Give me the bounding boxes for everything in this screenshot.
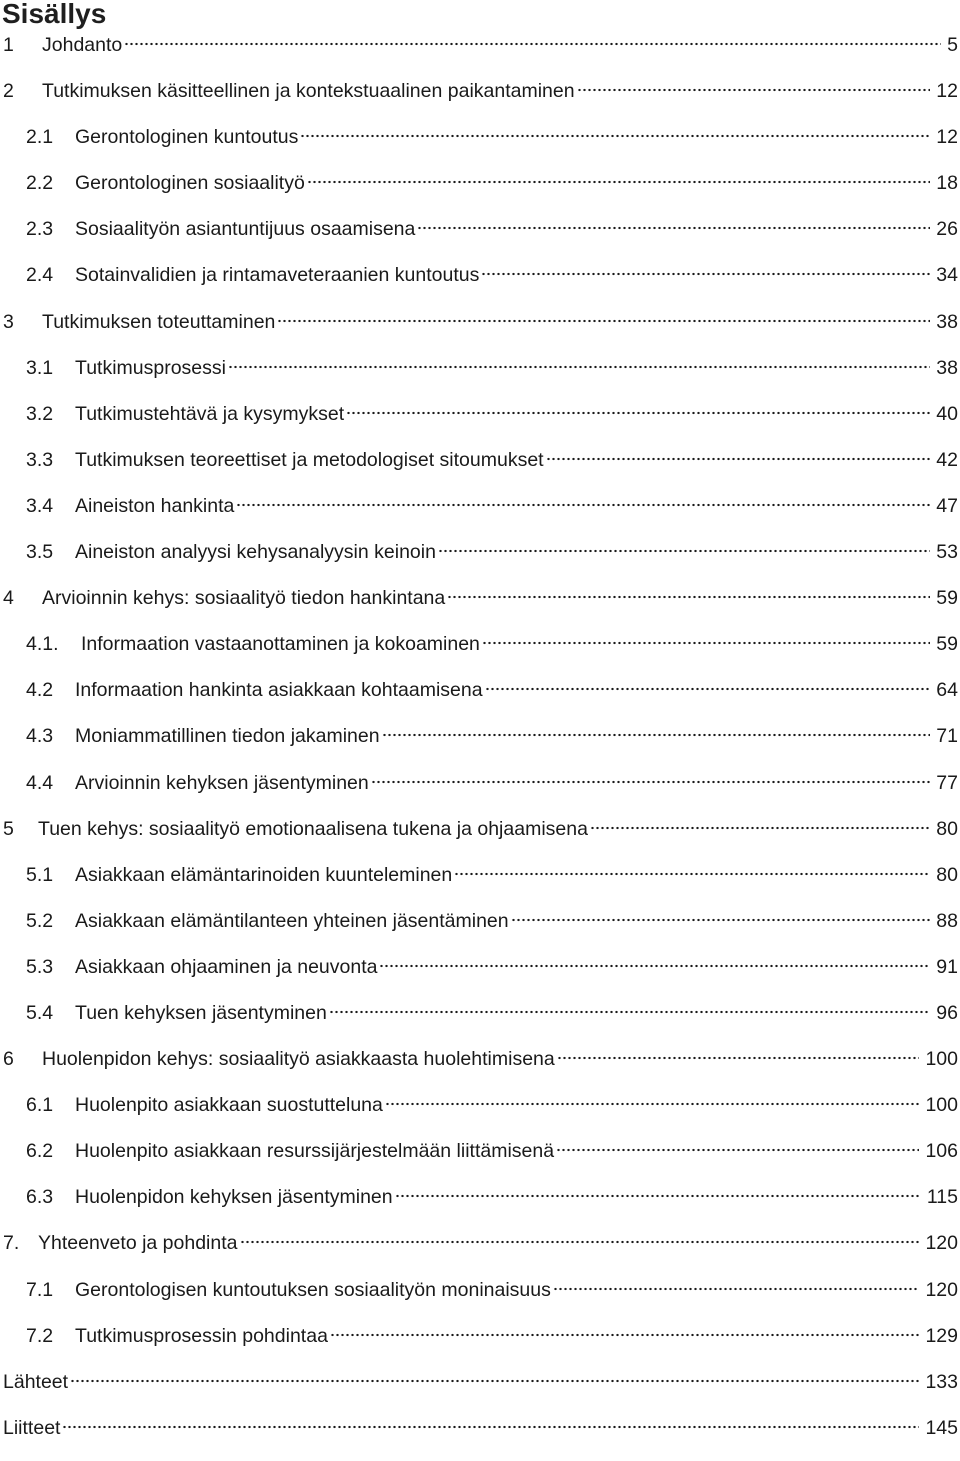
toc-entry[interactable] <box>0 631 958 677</box>
toc-entry-title: Arvioinnin kehys: sosiaalityö tiedon hankintana <box>42 587 446 610</box>
toc-entry-title: Tutkimuksen käsitteellinen ja kontekstuaalinen paikantaminen <box>42 80 575 103</box>
toc-entry-number: 2.3 <box>26 218 54 241</box>
toc-entry[interactable] <box>0 1184 958 1230</box>
toc-entry-title: Informaation hankinta asiakkaan kohtaamisena <box>75 679 483 702</box>
table-of-contents <box>0 32 958 1461</box>
toc-entry-title: Johdanto <box>42 34 123 56</box>
toc-dot-leader <box>590 826 930 830</box>
toc-entry-page: 145 <box>925 1416 958 1439</box>
toc-dot-leader <box>395 1194 921 1198</box>
toc-entry-title: Liitteet <box>3 1416 61 1439</box>
toc-entry-title: Aineiston hankinta <box>75 494 235 517</box>
toc-dot-leader <box>556 1148 919 1152</box>
toc-entry-page: 80 <box>936 817 958 840</box>
toc-dot-leader <box>577 88 931 92</box>
toc-entry-title: Asiakkaan elämäntarinoiden kuunteleminen <box>75 863 453 886</box>
toc-entry-title: Tuen kehyksen jäsentyminen <box>75 1001 327 1024</box>
toc-entry-number: 6.2 <box>26 1140 54 1163</box>
toc-dot-leader <box>346 411 930 415</box>
toc-entry-page: 18 <box>936 172 958 195</box>
toc-entry-title: Huolenpidon kehyksen jäsentyminen <box>75 1186 393 1209</box>
toc-entry-number: 4.3 <box>26 725 54 748</box>
toc-dot-leader <box>240 1240 920 1244</box>
toc-dot-leader <box>481 272 930 276</box>
toc-entry[interactable] <box>0 216 958 262</box>
toc-entry[interactable] <box>0 1369 958 1415</box>
toc-entry[interactable] <box>0 1046 958 1092</box>
toc-dot-leader <box>329 1010 930 1014</box>
toc-entry[interactable] <box>0 401 958 447</box>
toc-dot-leader <box>417 226 930 230</box>
toc-entry-number: 1 <box>3 34 14 56</box>
toc-entry-page: 59 <box>936 633 958 656</box>
toc-entry-page: 5 <box>947 34 958 56</box>
toc-entry[interactable] <box>0 862 958 908</box>
toc-entry-number: 6.1 <box>26 1094 54 1117</box>
toc-dot-leader <box>511 918 931 922</box>
toc-entry[interactable] <box>0 723 958 769</box>
toc-entry-title: Tutkimusprosessin pohdintaa <box>75 1324 328 1347</box>
toc-entry[interactable] <box>0 539 958 585</box>
toc-entry-title: Tutkimuksen toteuttaminen <box>42 310 276 333</box>
toc-entry[interactable] <box>0 908 958 954</box>
toc-dot-leader <box>546 457 931 461</box>
toc-entry[interactable] <box>0 1415 958 1461</box>
toc-dot-leader <box>557 1056 920 1060</box>
toc-entry-number: 4.2 <box>26 679 54 702</box>
toc-entry[interactable] <box>0 262 958 308</box>
toc-entry[interactable] <box>0 585 958 631</box>
toc-entry-number: 2.1 <box>26 126 54 149</box>
toc-entry-title: Informaation vastaanottaminen ja kokoaminen <box>81 633 480 656</box>
toc-dot-leader <box>447 595 930 599</box>
toc-entry-page: 77 <box>936 771 958 794</box>
toc-dot-leader <box>277 319 930 323</box>
toc-dot-leader <box>330 1333 920 1337</box>
toc-entry-page: 40 <box>936 402 958 425</box>
toc-entry-page: 34 <box>936 264 958 287</box>
toc-entry-number: 2 <box>3 80 14 103</box>
toc-entry[interactable] <box>0 1323 958 1369</box>
toc-entry-title: Aineiston analyysi kehysanalyysin keinoin <box>75 541 436 564</box>
toc-entry-title: Asiakkaan elämäntilanteen yhteinen jäsentäminen <box>75 909 509 932</box>
toc-entry[interactable] <box>0 1138 958 1184</box>
toc-dot-leader <box>62 1425 919 1429</box>
toc-dot-leader <box>454 872 930 876</box>
toc-dot-leader <box>438 549 930 553</box>
toc-entry-page: 100 <box>925 1048 958 1071</box>
page-title: Sisällys <box>2 0 107 29</box>
toc-entry-title: Sosiaalityön asiantuntijuus osaamisena <box>75 218 416 241</box>
toc-entry-number: 3.3 <box>26 448 54 471</box>
toc-entry[interactable] <box>0 954 958 1000</box>
toc-entry-number: 3.5 <box>26 541 54 564</box>
toc-entry-number: 3.2 <box>26 402 54 425</box>
toc-entry-title: Gerontologinen kuntoutus <box>75 126 299 149</box>
toc-entry-number: 4.1. <box>26 633 59 656</box>
toc-entry-title: Arvioinnin kehyksen jäsentyminen <box>75 771 369 794</box>
toc-entry-number: 3.1 <box>26 356 54 379</box>
toc-entry-page: 120 <box>925 1232 958 1255</box>
toc-dot-leader <box>482 641 930 645</box>
toc-dot-leader <box>307 180 930 184</box>
toc-entry-page: 106 <box>925 1140 958 1163</box>
toc-entry-page: 120 <box>925 1278 958 1301</box>
toc-dot-leader <box>236 503 930 507</box>
toc-entry-number: 7. <box>3 1232 20 1255</box>
toc-entry[interactable] <box>0 309 958 355</box>
toc-entry-number: 5.4 <box>26 1001 54 1024</box>
toc-entry[interactable] <box>0 170 958 216</box>
toc-entry-title: Gerontologinen sosiaalityö <box>75 172 305 195</box>
toc-entry-number: 2.2 <box>26 172 54 195</box>
toc-dot-leader <box>385 1102 920 1106</box>
toc-entry-page: 53 <box>936 541 958 564</box>
toc-entry-title: Huolenpidon kehys: sosiaalityö asiakkaasta huolehtimisena <box>42 1048 555 1071</box>
toc-entry-page: 47 <box>936 494 958 517</box>
toc-entry[interactable] <box>0 447 958 493</box>
toc-dot-leader <box>485 687 931 691</box>
toc-entry[interactable] <box>0 493 958 539</box>
toc-entry[interactable] <box>0 816 958 862</box>
toc-entry-number: 3 <box>3 310 14 333</box>
toc-entry-page: 71 <box>936 725 958 748</box>
toc-entry-page: 42 <box>936 448 958 471</box>
toc-entry-number: 4 <box>3 587 14 610</box>
toc-entry[interactable] <box>0 1000 958 1046</box>
toc-entry-page: 12 <box>936 126 958 149</box>
toc-entry-number: 6 <box>3 1048 14 1071</box>
toc-entry-page: 64 <box>936 679 958 702</box>
toc-dot-leader <box>371 780 931 784</box>
toc-entry-title: Tutkimusprosessi <box>75 356 226 379</box>
toc-entry-page: 38 <box>936 356 958 379</box>
toc-dot-leader <box>228 365 930 369</box>
toc-entry-title: Gerontologisen kuntoutuksen sosiaalityön moninaisuus <box>75 1278 551 1301</box>
toc-entry-page: 12 <box>936 80 958 103</box>
toc-entry-title: Huolenpito asiakkaan resurssijärjestelmään liittämisenä <box>75 1140 555 1163</box>
toc-entry-title: Sotainvalidien ja rintamaveteraanien kuntoutus <box>75 264 480 287</box>
toc-dot-leader <box>382 733 931 737</box>
toc-entry-number: 6.3 <box>26 1186 54 1209</box>
toc-entry-page: 88 <box>936 909 958 932</box>
toc-entry-page: 80 <box>936 863 958 886</box>
toc-entry-number: 4.4 <box>26 771 54 794</box>
toc-entry-number: 5 <box>3 817 14 840</box>
toc-entry-number: 7.1 <box>26 1278 54 1301</box>
toc-entry-page: 100 <box>925 1094 958 1117</box>
toc-entry-page: 91 <box>936 955 958 978</box>
toc-entry-number: 5.2 <box>26 909 54 932</box>
toc-entry[interactable] <box>0 124 958 170</box>
toc-dot-leader <box>124 42 941 46</box>
toc-entry[interactable] <box>0 677 958 723</box>
toc-entry-title: Moniammatillinen tiedon jakaminen <box>75 725 380 748</box>
toc-entry-number: 3.4 <box>26 494 54 517</box>
toc-entry[interactable] <box>0 78 958 124</box>
toc-entry-title: Asiakkaan ohjaaminen ja neuvonta <box>75 955 378 978</box>
toc-dot-leader <box>70 1379 919 1383</box>
toc-entry-title: Tutkimuksen teoreettiset ja metodologiset sitoumukset <box>75 448 544 471</box>
toc-entry-number: 5.1 <box>26 863 54 886</box>
toc-entry-title: Yhteenveto ja pohdinta <box>38 1232 238 1255</box>
toc-entry-title: Huolenpito asiakkaan suostutteluna <box>75 1094 383 1117</box>
toc-entry[interactable] <box>0 770 958 816</box>
toc-entry-number: 2.4 <box>26 264 54 287</box>
toc-dot-leader <box>553 1287 920 1291</box>
toc-entry[interactable] <box>0 355 958 401</box>
toc-entry-title: Tuen kehys: sosiaalityö emotionaalisena tukena ja ohjaamisena <box>38 817 588 840</box>
toc-entry-page: 133 <box>925 1370 958 1393</box>
toc-entry-title: Tutkimustehtävä ja kysymykset <box>75 402 345 425</box>
toc-entry[interactable] <box>0 1277 958 1323</box>
toc-entry-number: 7.2 <box>26 1324 54 1347</box>
toc-entry-page: 38 <box>936 310 958 333</box>
toc-entry-page: 129 <box>925 1324 958 1347</box>
toc-entry-page: 26 <box>936 218 958 241</box>
toc-entry-page: 96 <box>936 1001 958 1024</box>
toc-entry-page: 115 <box>926 1186 958 1209</box>
toc-entry[interactable] <box>0 32 958 78</box>
toc-entry[interactable] <box>0 1230 958 1276</box>
toc-dot-leader <box>300 134 930 138</box>
toc-entry-page: 59 <box>936 587 958 610</box>
toc-entry-title: Lähteet <box>3 1370 69 1393</box>
toc-entry[interactable] <box>0 1092 958 1138</box>
toc-dot-leader <box>379 964 930 968</box>
toc-entry-number: 5.3 <box>26 955 54 978</box>
